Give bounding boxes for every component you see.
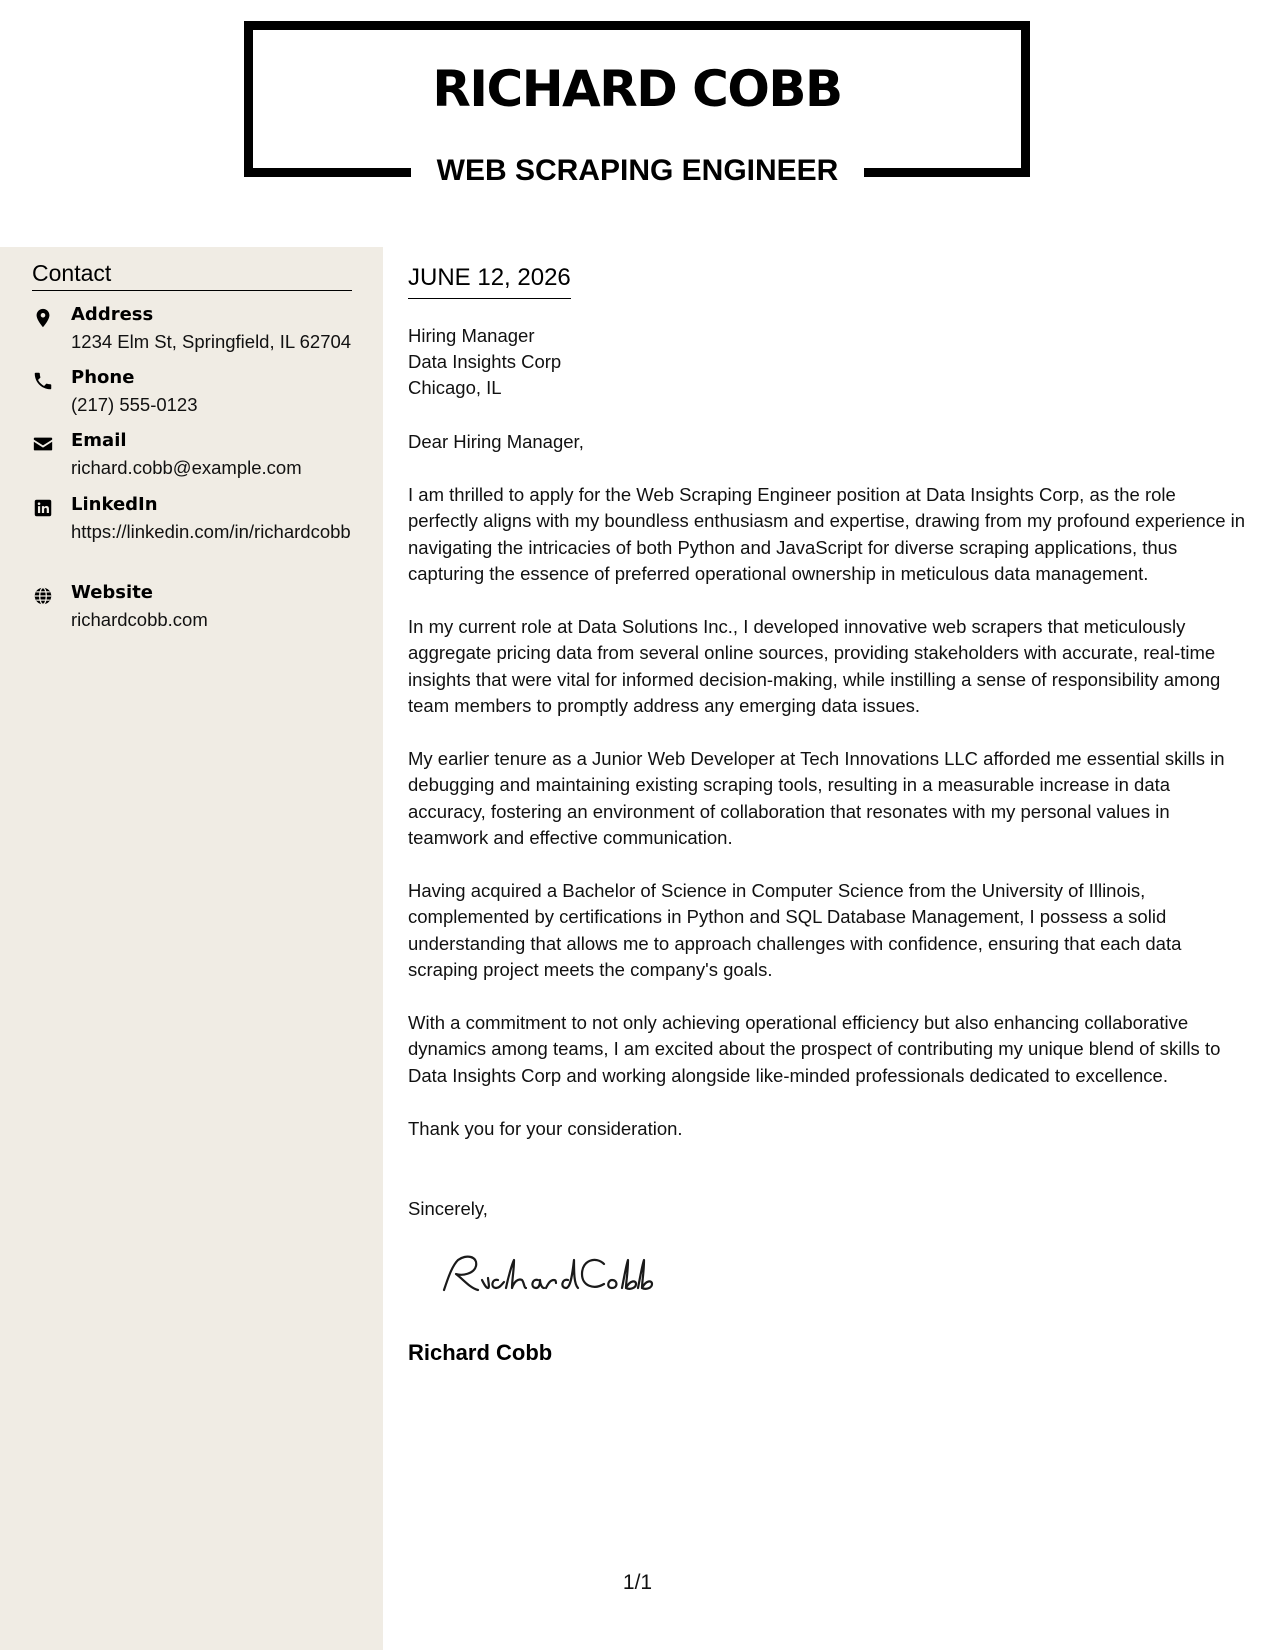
phone-icon (32, 370, 54, 392)
salutation: Dear Hiring Manager, (408, 431, 584, 452)
letter-date: JUNE 12, 2026 (408, 264, 571, 299)
contact-label: Website (71, 582, 154, 603)
thanks-line: Thank you for your consideration. (408, 1118, 683, 1139)
contact-value: https://linkedin.com/in/richardcobb (71, 521, 351, 542)
contact-label: Email (71, 430, 127, 451)
body-paragraph: I am thrilled to apply for the Web Scraping Engineer position at Data Insights Corp, as the role perfectly aligns with my boundless enthusiasm and expertise, drawing from my profound experience in navigating the intricacies of both Python and JavaScript for diverse scraping applications, thus capturing the essence of preferred operational ownership in meticulous data management. (408, 484, 1246, 584)
header-frame-bottom-left (244, 168, 411, 177)
recipient-line: Chicago, IL (408, 377, 502, 398)
contact-value: richardcobb.com (71, 609, 208, 630)
closing-line: Sincerely, (408, 1198, 488, 1219)
body-paragraph: With a commitment to not only achieving operational efficiency but also enhancing collaborative dynamics among teams, I am excited about the prospect of contributing my unique blend of skills to Data Insights Corp and working alongside like-minded professionals dedicated to excellence. (408, 1012, 1221, 1086)
contact-label: LinkedIn (71, 494, 158, 515)
applicant-name: RICHARD COBB (432, 60, 842, 118)
linkedin-icon (32, 497, 54, 519)
header-frame-bottom-right (864, 168, 1030, 177)
contact-label: Address (71, 304, 154, 325)
page-number: 1/1 (622, 1571, 653, 1594)
body-paragraph: My earlier tenure as a Junior Web Developer at Tech Innovations LLC afforded me essential skills in debugging and maintaining existing scraping tools, resulting in a measurable increase in data accuracy, fostering an environment of collaboration that resonates with my personal values in teamwork and effective communication. (408, 748, 1225, 848)
recipient-line: Data Insights Corp (408, 351, 562, 372)
body-paragraph: Having acquired a Bachelor of Science in Computer Science from the University of Illinois, complemented by certifications in Python and SQL Database Management, I possess a solid understanding that allows me to approach challenges with confidence, ensuring that each data scraping project meets the company's goals. (408, 880, 1182, 980)
contact-value: (217) 555-0123 (71, 394, 198, 415)
contact-value: 1234 Elm St, Springfield, IL 62704 (71, 331, 352, 352)
recipient-block (408, 323, 561, 401)
globe-icon (32, 585, 54, 607)
contact-value: richard.cobb@example.com (71, 457, 302, 478)
job-title: WEB SCRAPING ENGINEER (436, 154, 839, 187)
email-icon (32, 433, 54, 455)
recipient-line: Hiring Manager (408, 325, 535, 346)
signer-name: Richard Cobb (408, 1340, 553, 1365)
signature-image (436, 1250, 656, 1300)
body-paragraph: In my current role at Data Solutions Inc., I developed innovative web scrapers that meticulously aggregate pricing data from several online sources, providing stakeholders with accurate, real-time insights that were vital for informed decision-making, while instilling a sense of responsibility among team members to promptly address any emerging data issues. (408, 616, 1221, 716)
map-pin-icon (32, 307, 54, 329)
contact-label: Phone (71, 367, 135, 388)
contact-heading: Contact (32, 260, 352, 291)
